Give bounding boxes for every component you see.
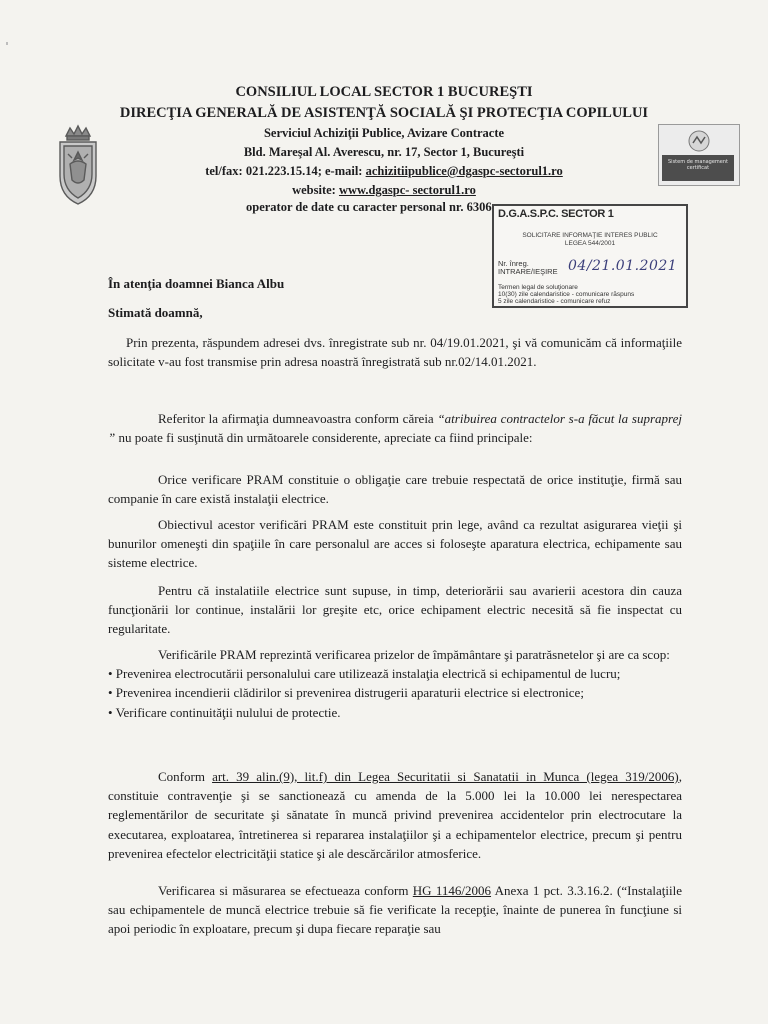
p8-rest: Anexa 1 pct. 3.3.16.2. (“Instalaţiile sau echipamentele de muncă electrice trebuie să fie verificate la recepţie, înainte de punerea în funcţiune si apoi periodic în exploatare, precum şi dupa fiecare reparaţie sau <box>108 883 683 937</box>
paragraph-4-text: Obiectivul acestor verificări PRAM este constituit prin lege, având ca rezultat asigurarea vieţii şi bunurilor omeneşti din spaţiile în care personalul are acces si foloseşte aparatura electrica, echipamente sau sisteme electrice. <box>108 517 682 571</box>
law-reference-link: art. 39 alin.(9), lit.f) din Legea Securitatii si Sanatatii in Munca (legea 319/2006) <box>212 769 679 784</box>
certification-text: Sistem de management certificat <box>668 159 728 171</box>
paragraph-5-text: Pentru că instalatiile electrice sunt supuse, in timp, deteriorării sau avarierii acestora din cauza funcţionării lor continue, instalării lor greşite etc, orice echipament electric necesită să fie inspectat cu regularitate. <box>108 583 682 637</box>
stamp-registration-labels <box>498 260 558 276</box>
stamp-title: D.G.A.S.P.C. SECTOR 1 <box>498 208 614 220</box>
website-prefix: website: <box>292 183 339 197</box>
stamp-subtitle-line-2: LEGEA 544/2001 <box>564 240 616 247</box>
website-line <box>0 181 768 200</box>
bullet-item: • Verificare continuităţii nulului de protectie. <box>108 704 341 720</box>
stamp-handwritten-date: 04/21.01.2021 <box>568 258 678 274</box>
paragraph-2 <box>108 409 682 447</box>
stamp-term-line-2: 10(30) zile calendaristice - comunicare răspuns <box>498 291 635 298</box>
stamp-term-lines <box>498 284 634 305</box>
stamp-term-line-3: 5 zile calendaristice - comunicare refuz <box>498 298 611 305</box>
bullet-item: • Prevenirea incendierii clădirilor si prevenirea distrugerii aparaturii electrice si electronice; <box>108 685 584 701</box>
certification-badge <box>658 124 740 186</box>
service-name: Serviciul Achiziţii Publice, Avizare Contracte <box>263 126 505 140</box>
data-operator-line: operator de date cu caracter personal nr. 6306 <box>246 200 492 214</box>
paragraph-6 <box>108 645 682 722</box>
stamp-direction-label: INTRARE/IEŞIRE <box>498 267 558 276</box>
paragraph-2-text <box>108 409 682 447</box>
p8-lead: Verificarea si măsurarea se efectueaza conform <box>158 883 413 898</box>
contact-line <box>0 162 768 181</box>
contact-prefix: tel/fax: 021.223.15.14; e-mail: <box>205 164 366 178</box>
paragraph-7-text <box>108 767 682 863</box>
email-link[interactable]: achizitiipublice@dgaspc-sectorul1.ro <box>365 164 563 178</box>
website-link[interactable]: www.dgaspc- sectorul1.ro <box>338 183 476 197</box>
greeting: Stimată doamnă, <box>108 305 203 320</box>
p7-rest: , constituie contravenţie şi se sanctionează cu amenda de la 5.000 lei la 10.000 lei nerespectarea reglementărilor de securitate şi sănatate în muncă privind prevenirea accidentelor prin electrocutare la executarea, exploatarea, întretinerea si repararea instalaţiilor şi a echipamentelor electrice, precum şi pentru prevenirea efectelor electricităţii statice şi ale descărcărilor atmosferice. <box>108 769 682 861</box>
paragraph-7 <box>108 767 682 863</box>
hg-reference-link: HG 1146/2006 <box>412 883 492 898</box>
council-name: CONSILIUL LOCAL SECTOR 1 BUCUREŞTI <box>235 84 533 100</box>
paragraph-6-text: Verificările PRAM reprezintă verificarea prizelor de împământare şi paratrăsnetelor şi are ca scop: <box>158 647 670 662</box>
p2-lead: Referitor la afirmaţia dumneavoastra conform căreia <box>158 411 438 426</box>
coat-of-arms-icon <box>52 124 104 224</box>
paragraph-1-text: Prin prezenta, răspundem adresei dvs. înregistrate sub nr. 04/19.01.2021, şi vă comunicăm că informaţiile solicitate v-au fost transmise prin adresa noastră înregistrată sub nr.02/14.01.2021. <box>108 335 682 370</box>
registration-stamp <box>492 204 688 308</box>
p2-rest: nu poate fi susţinută din următoarele considerente, apreciate ca fiind principale: <box>115 430 533 446</box>
stamp-subtitle-line-1: SOLICITARE INFORMAŢIE INTERES PUBLIC <box>522 232 658 239</box>
letterhead <box>0 82 768 200</box>
paragraph-4 <box>108 515 682 573</box>
stamp-subtitle <box>494 232 686 248</box>
paragraph-1 <box>108 333 682 371</box>
p2-quote: “atribuirea contractelor s-a făcut la supraprej ” <box>108 411 682 446</box>
attention-line: În atenţia doamnei Bianca Albu <box>108 276 285 291</box>
address: Bld. Mareşal Al. Averescu, nr. 17, Sector 1, Bucureşti <box>243 145 525 159</box>
paragraph-8 <box>108 881 682 939</box>
p7-lead: Conform <box>158 769 213 784</box>
directorate-name: DIRECŢIA GENERALĂ DE ASISTENŢĂ SOCIALĂ ŞI PROTECŢIA COPILULUI <box>119 105 649 121</box>
stamp-term-line-1: Termen legal de soluţionare <box>498 284 578 291</box>
stamp-nr-label: Nr. înreg. <box>498 259 529 268</box>
paragraph-3-text: Orice verificare PRAM constituie o obligaţie care trebuie respectată de orice instituţie, firmă sau companie în care există instalaţii electrice. <box>108 472 682 507</box>
bullet-item: • Prevenirea electrocutării personalului care utilizează instalaţia electrică si echipamentul de lucru; <box>108 666 621 682</box>
certification-logo-icon <box>687 129 711 153</box>
paragraph-3 <box>108 470 682 508</box>
paragraph-8-text <box>108 881 682 939</box>
scan-speck <box>6 42 8 45</box>
paragraph-5 <box>108 581 682 639</box>
